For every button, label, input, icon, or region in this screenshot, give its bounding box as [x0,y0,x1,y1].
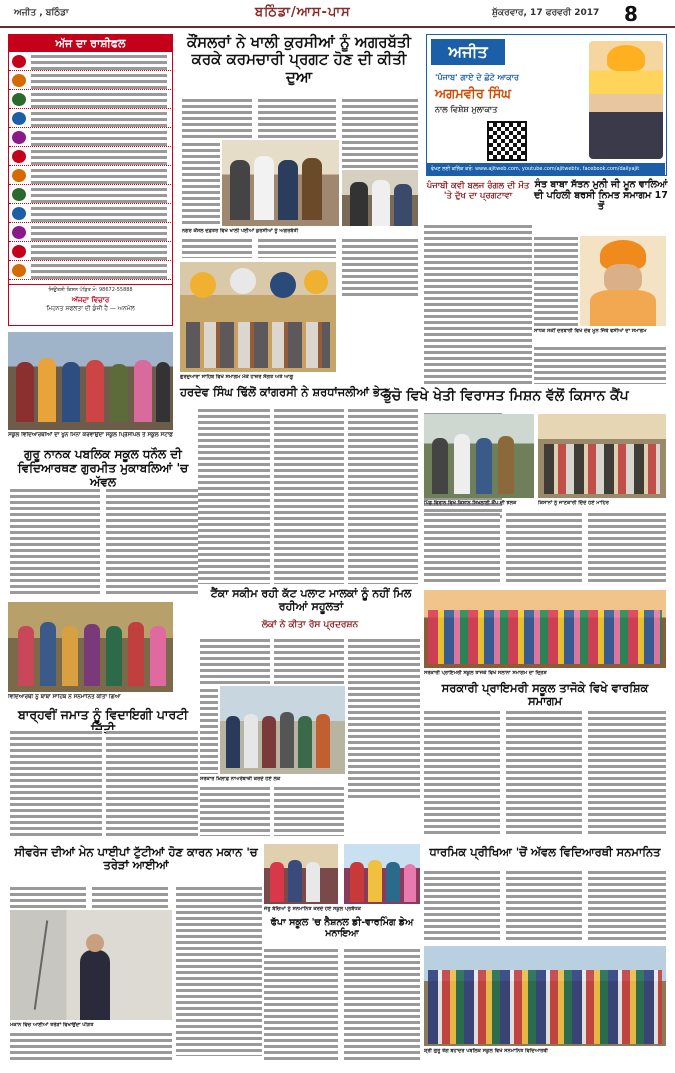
ajit-promo-line2: ਨਾਲ ਵਿਸ਼ੇਸ਼ ਮੁਲਾਕਾਤ [435,105,498,114]
tanki-photo [220,686,345,774]
header-left: ਅਜੀਤ , ਬਠਿੰਡਾ [14,8,69,18]
kisan-text-2 [424,512,500,584]
zodiac-row [9,166,171,185]
zodiac-text [31,149,167,165]
zodiac-text [31,92,167,108]
thought-title: ਅੱਜਦਾ ਵਿਚਾਰ [71,296,110,304]
council-photo-2 [342,170,418,226]
students-caption: ਵਿਦਿਆਰਥੀ ਨੂੰ ਬਾਬਾ ਸਾਹਿਬ ਨੇ ਸਨਮਾਨਿਤ ਕੀਤਾ ਗਿਆ [8,694,121,700]
dharmik-headline: ਧਾਰਮਿਕ ਪ੍ਰੀਖਿਆ 'ਚੋਂ ਅੱਵਲ ਵਿਦਿਆਰਥੀ ਸਨਮਾਨਿਤ [429,845,661,859]
council-photo [222,140,339,226]
dharmik-caption: ਸ਼੍ਰੀ ਗੁਰੂ ਤੇਗ ਬਹਾਦਰ ਪਬਲਿਕ ਸਕੂਲ ਵਿਖੇ ਸਨਮਾਨਿਤ ਵਿਦਿਆਰਥੀ [424,1048,548,1054]
zodiac-text [31,111,167,127]
hardev-text-2 [274,408,344,584]
zodiac-text [31,73,167,89]
dharmik-text-2 [506,870,582,942]
tanki-subheadline: ਲੋਕਾਂ ਨੇ ਕੀਤਾ ਰੋਸ ਪ੍ਰਦਰਸ਼ਨ [261,620,359,630]
tanki-text-1 [200,638,270,684]
sewerage-text-1 [10,886,86,908]
ngo-photo-1 [264,844,338,904]
kisan-photo-2 [538,414,666,498]
gnp-school-text-1 [10,488,100,596]
blood-donation-caption: ਸਕੂਲ ਵਿਦਿਆਰਥੀਆਂ ਦਾ ਖੂਨ ਮਿੰਨਾ ਕਰਵਾਉਂਦਾ ਸਕੂਲ ਪ੍ਰਿੰਸੀਪਲ ਤੇ ਸਕੂਲ ਸਟਾਫ਼ [8,432,173,438]
zodiac-text [31,244,167,260]
main-text-7 [342,238,418,298]
zodiac-text [31,263,167,279]
zodiac-text [31,225,167,241]
sewerage-text-2 [92,886,168,908]
sewerage-text-4 [10,1032,172,1060]
section-title: ਬਠਿੰਡਾ/ਆਸ-ਪਾਸ [255,5,351,20]
ajit-promo-footer: ਵੇਖਣ ਲਈ ਕਲਿੱਕ ਕਰੋ: www.ajitweb.com, youtube.com/ajitwebtv, facebook.com/dailyajit [427,163,665,175]
dharmik-text-1 [424,870,500,942]
zodiac-text [31,130,167,146]
tanki-text-2 [274,638,344,684]
zodiac-sign-icon [12,245,26,258]
ngo-photo-2 [344,844,420,904]
zodiac-sign-icon [12,112,26,125]
students-photo [8,602,173,692]
poet-headline: ਪੰਜਾਬੀ ਕਵੀ ਬਲਜ ਰੰਗਲ ਦੀ ਮੌਤ 'ਤੇ ਦੁੱਖ ਦਾ ਪ੍ਰਗਟਾਵਾ [426,181,530,201]
boy-photo [589,41,663,159]
main-text-3 [342,98,418,168]
zodiac-row [9,147,171,166]
zodiac-sign-icon [12,207,26,220]
page-header [0,0,675,28]
kisan-caption-1: ਪਿੰਡ ਵਿਰਾਨ ਵਿਖੇ ਕਿਸਾਨ ਸਿਖਲਾਈ ਕੈਂਪ ਦੀ ਝਲਕ [424,500,517,506]
zodiac-sign-icon [12,131,26,144]
school-function-headline: ਸਰਕਾਰੀ ਪ੍ਰਾਇਮਰੀ ਸਕੂਲ ਤਾਜੋਕੇ ਵਿਖੇ ਵਾਰਸ਼ਿਕ ਸਮਾਗਮ [441,681,649,709]
ngo-text-1 [264,948,338,1060]
ngo-text-2 [344,948,420,1060]
hardev-text-1 [198,408,270,584]
baba-text-2 [534,280,578,326]
baba-text-3 [534,346,666,384]
zodiac-row [9,185,171,204]
main-text-4 [182,142,220,226]
farewell-headline: ਬਾਰ੍ਹਵੀਂ ਜਮਾਤ ਨੂੰ ਵਿਦਾਇਗੀ ਪਾਰਟੀ ਦਿੱਤੀ [17,707,189,737]
school-function-photo [424,590,666,668]
school-function-caption: ਸਰਕਾਰੀ ਪ੍ਰਾਇਮਰੀ ਸਕੂਲ ਤਾਜੋਕੇ ਵਿਖੇ ਸਲਾਨਾ ਸਮਾਗਮ ਦਾ ਦ੍ਰਿਸ਼ [424,670,547,676]
main-text-1 [182,98,252,138]
zodiac-row [9,128,171,147]
zodiac-row [9,242,171,261]
baba-photo [580,236,666,326]
tanki-text-5 [200,786,270,836]
horoscope-box [8,34,173,326]
zodiac-row [9,109,171,128]
zodiac-sign-icon [12,169,26,182]
blood-donation-photo [8,332,173,430]
ajit-promo-line1: 'ਪੰਜਾਬ' ਗਾਏ ਦੇ ਛੋਟੇ ਆਕਾਰ [435,73,519,82]
dharmik-photo [424,946,666,1046]
sewerage-text-3 [176,886,262,1056]
horoscope-footer: ਜਿਉਂਤਸ਼ੀ ਕਿਸ਼ਨ ਪੰਡਿਤ ਮੋ: 98672-55888 [9,284,172,293]
tanki-text-3 [348,638,420,798]
hardev-text-3 [348,408,418,584]
zodiac-sign-icon [12,93,26,106]
kisan-camp-headline: ਭੁੱਚੋ ਵਿਖੇ ਖੇਤੀ ਵਿਰਾਸਤ ਮਿਸ਼ਨ ਵੱਲੋਂ ਕਿਸਾਨ ਕੈਂਪ [383,388,629,404]
zodiac-text [31,54,167,70]
zodiac-text [31,187,167,203]
meeting-caption: ਗੁਰਦੁਆਰਾ ਸਾਹਿਬ ਵਿਖੇ ਸਮਾਗਮ ਮੌਕੇ ਹਾਜ਼ਰ ਸੰਗਤ ਅਤੇ ਆਗੂ [180,374,294,380]
farewell-text-2 [106,730,198,838]
horoscope-title: ਅੱਜ ਦਾ ਰਾਸ਼ੀਫਲ [9,35,172,52]
zodiac-sign-icon [12,226,26,239]
main-text-5 [182,238,252,258]
main-text-6 [258,238,336,258]
meeting-photo [180,262,336,372]
header-date: ਸ਼ੁੱਕਰਵਾਰ, 17 ਫਰਵਰੀ 2017 [492,8,600,18]
zodiac-row [9,71,171,90]
zodiac-sign-icon [12,55,26,68]
tanki-text-4 [200,688,218,774]
zodiac-row [9,90,171,109]
kisan-photo-1 [424,414,534,498]
zodiac-text [31,168,167,184]
ngo-headline: ਫੱਪਾ ਸਕੂਲ 'ਚ ਨੈਸ਼ਨਲ ਡੀ-ਵਾਰਮਿੰਗ ਡੇਅ ਮਨਾਇਆ [270,917,414,939]
qr-code [487,121,527,161]
school-text-3 [588,710,666,836]
sewerage-caption: ਮਕਾਨ ਵਿਚ ਆਈਆਂ ਤਰੇੜਾਂ ਵਿਖਾਉਂਦਾ ਪੀੜਤ [10,1022,94,1028]
farewell-text-1 [10,730,102,838]
zodiac-row [9,261,171,280]
baba-headline: ਸੰਤ ਬਾਬਾ ਸੱਤਨ ਮੁਨੀ ਜੀ ਮੂਨ ਵਾਲਿਆਂ ਦੀ ਪਹਿਲੀ ਬਰਸੀ ਨਿਮਤ ਸਮਾਗਮ 17 ਤੋਂ [534,179,668,212]
ajit-promo-name: ਅਗਮਵੀਰ ਸਿੰਘ [435,87,511,102]
zodiac-text [31,206,167,222]
zodiac-row [9,223,171,242]
kisan-text-4 [588,512,666,584]
zodiac-sign-icon [12,150,26,163]
council-caption: ਨਗਰ ਕੌਂਸਲ ਦਫ਼ਤਰ ਵਿਖੇ ਖਾਲੀ ਪਈਆਂ ਕੁਰਸੀਆਂ ਨੂੰ ਅਗਰਬੱਤੀ [182,228,299,234]
ajit-logo: ਅਜੀਤ [431,39,505,65]
school-text-2 [506,710,582,836]
ajit-promo [426,34,667,176]
sewerage-headline: ਸੀਵਰੇਜ ਦੀਆਂ ਮੇਨ ਪਾਈਪਾਂ ਟੁੱਟੀਆਂ ਹੋਣ ਕਾਰਨ ਮਕਾਨ 'ਚ ਤਰੇੜਾਂ ਆਈਆਂ [14,845,258,873]
sewerage-photo [10,910,172,1020]
main-text-2 [258,98,336,138]
zodiac-row [9,204,171,223]
kisan-text-3 [506,512,582,584]
main-headline: ਕੌਂਸਲਰਾਂ ਨੇ ਖਾਲੀ ਕੁਰਸੀਆਂ ਨੂੰ ਅਗਰਬੱਤੀ ਕਰਕੇ ਕਰਮਚਾਰੀ ਪ੍ਰਗਟ ਹੋਣ ਦੀ ਕੀਤੀ ਦੁਆ [186,33,412,86]
gnp-school-text-2 [106,488,198,596]
dharmik-text-3 [588,870,666,942]
baba-caption: ਸਾਧਕ ਸਕੀਂ ਦਰਬਾਰੀ ਵਿਖੇ ਦੇਵ ਮੂਨ ਜਿੱਥੇ ਵਸੀਆਂ ਦਾ ਸਮਾਗਮ [534,328,647,334]
hardev-headline: ਹਰਦੇਵ ਸਿੰਘ ਢਿੱਲੋਂ ਕਾਂਗਰਸੀ ਨੇ ਸ਼ਰਧਾਂਜਲੀਆਂ ਭੇਟ [180,385,388,399]
zodiac-sign-icon [12,188,26,201]
tanki-text-6 [274,786,344,836]
kisan-caption-2: ਕਿਸਾਨਾਂ ਨੂੰ ਜਾਣਕਾਰੀ ਦਿੰਦੇ ਹੋਏ ਮਾਹਿਰ [538,500,609,506]
page-number: 8 [624,2,638,26]
zodiac-row [9,52,171,71]
zodiac-sign-icon [12,74,26,87]
thought-text: ਮਿਹਨਤ ਸਫਲਤਾ ਦੀ ਕੁੰਜੀ ਹੈ — ਅਨਮੋਲ [46,305,135,312]
tanki-headline: ਟੈਂਕਾ ਸਕੀਮ ਰਹੀ ਕੱਟ ਪਲਾਟ ਮਾਲਕਾਂ ਨੂੰ ਨਹੀਂ ਮਿਲ ਰਹੀਆਂ ਸਹੂਲਤਾਂ [210,587,412,613]
tanki-caption: ਸਰਕਾਰ ਖ਼ਿਲਾਫ਼ ਨਾਅਰੇਬਾਜ਼ੀ ਕਰਦੇ ਹੋਏ ਲੋਕ [200,776,281,782]
poet-text [424,224,532,384]
zodiac-sign-icon [12,264,26,277]
school-text-1 [424,710,500,836]
gnp-school-headline: ਗੁਰੂ ਨਾਨਕ ਪਬਲਿਕ ਸਕੂਲ ਧਨੌਲ ਦੀ ਵਿਦਿਆਰਥਣ ਗੁਰਮੀਤ ਮੁਕਾਬਲਿਆਂ 'ਚ ਅੱਵਲ [17,447,189,489]
ngo-caption: ਜੇਤੂ ਬੱਚਿਆਂ ਨੂੰ ਸਨਮਾਨਿਤ ਕਰਦੇ ਹੋਏ ਸਕੂਲ ਪ੍ਰਬੰਧਕ [264,906,361,912]
baba-text-1 [534,236,578,276]
